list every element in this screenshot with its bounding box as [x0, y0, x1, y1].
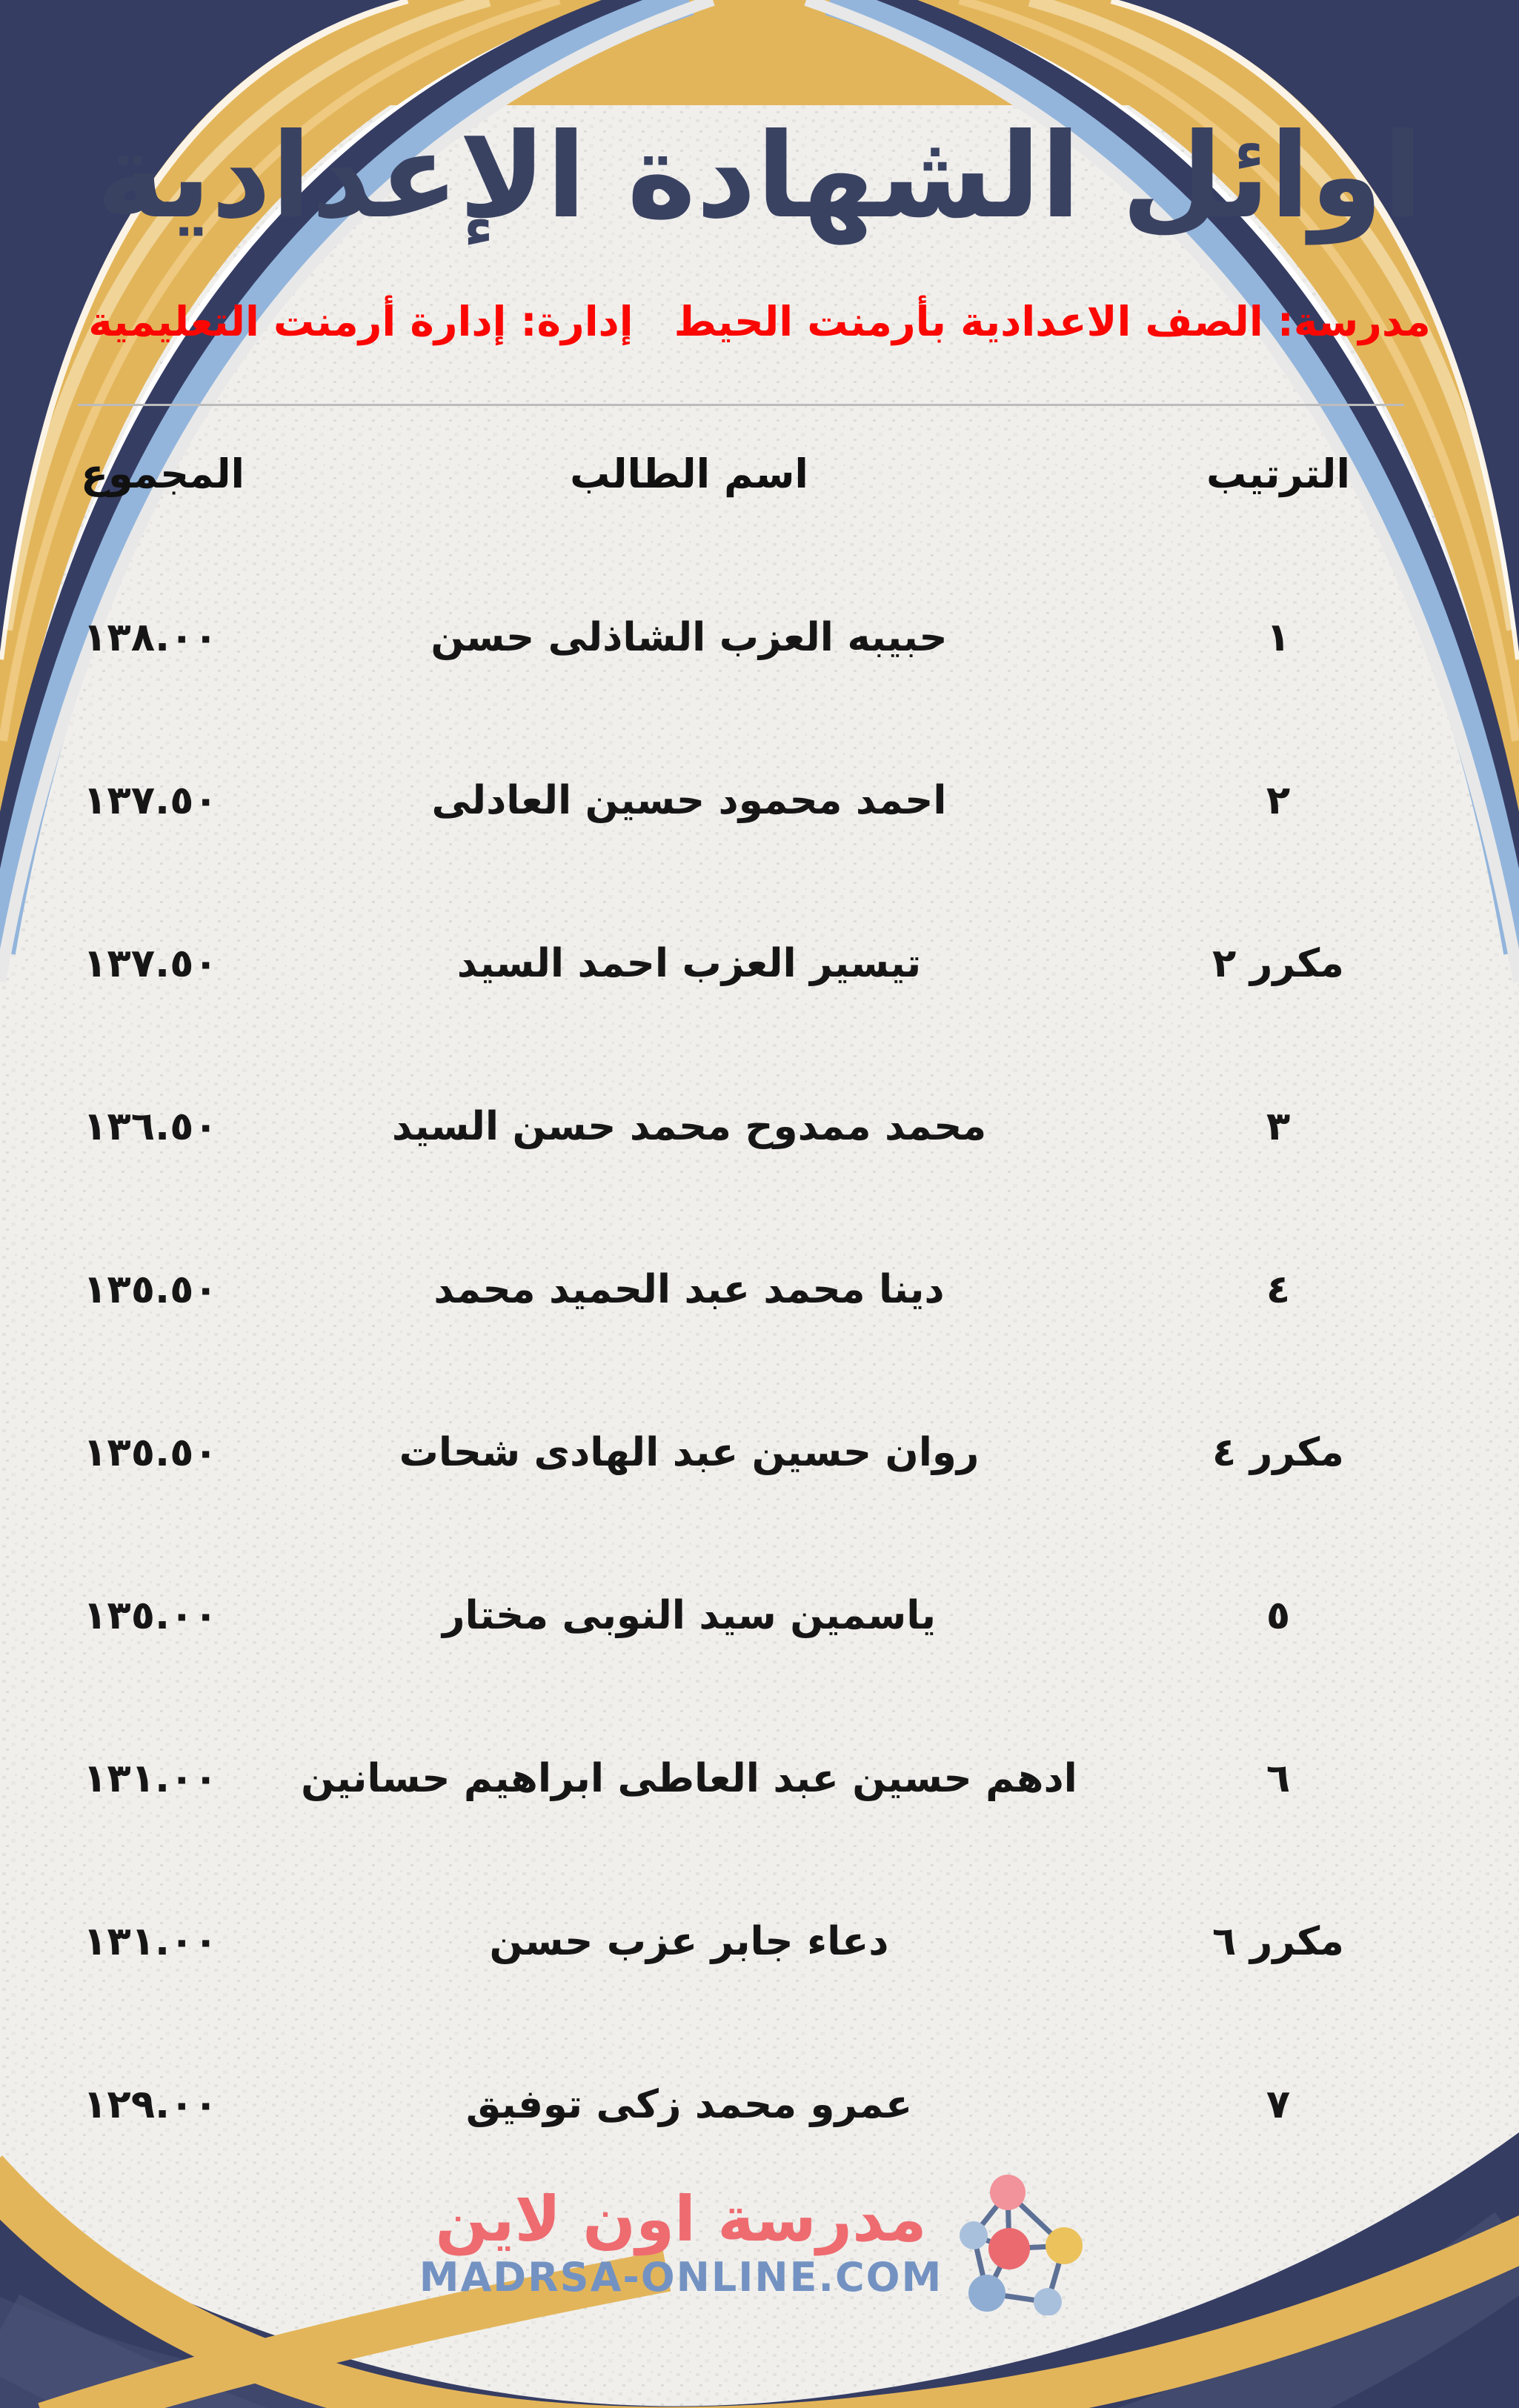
logo-arabic-text: مدرسة اون لاين: [435, 2183, 927, 2255]
rank-cell: ١: [1266, 614, 1291, 660]
name-cell: محمد ممدوح محمد حسن السيد: [391, 1103, 987, 1149]
total-cell: ١٣٥.٥٠: [83, 1266, 218, 1312]
footer-logo: [0, 2167, 1519, 2315]
total-cell: ١٢٩.٠٠: [83, 2081, 218, 2127]
table-row: [0, 1045, 1519, 1208]
table-row: [0, 1534, 1519, 1697]
table-row: [0, 719, 1519, 882]
name-cell: حبيبه العزب الشاذلى حسن: [431, 614, 948, 660]
page-title: اوائل الشهادة الإعدادية: [96, 108, 1423, 245]
name-cell: دعاء جابر عزب حسن: [489, 1918, 889, 1964]
results-table-body: [0, 556, 1519, 2186]
table-row: [0, 556, 1519, 719]
logo-english-text: MADRSA-ONLINE.COM: [419, 2253, 943, 2301]
total-cell: ١٣٦.٥٠: [83, 1103, 218, 1149]
total-cell: ١٣١.٠٠: [83, 1918, 218, 1964]
total-cell: ١٣٥.٠٠: [83, 1592, 218, 1638]
total-cell: ١٣٧.٥٠: [83, 940, 218, 986]
rank-cell: ٤: [1266, 1266, 1291, 1312]
network-molecule-icon: [959, 2167, 1100, 2315]
rank-cell: ٢: [1266, 777, 1291, 823]
name-cell: دينا محمد عبد الحميد محمد: [433, 1266, 945, 1312]
school-line: مدرسة: الصف الاعدادية بأرمنت الحيط: [674, 298, 1431, 345]
node-pink: [990, 2175, 1026, 2210]
rank-cell: ٧: [1266, 2081, 1291, 2127]
subtitle-row: [0, 298, 1519, 345]
table-row: [0, 1208, 1519, 1371]
name-cell: احمد محمود حسين العادلى: [431, 777, 947, 823]
total-cell: ١٣٧.٥٠: [83, 777, 218, 823]
rank-cell: مكرر ٦: [1212, 1918, 1344, 1964]
node-lightblue: [960, 2221, 988, 2249]
name-cell: ادهم حسين عبد العاطى ابراهيم حسانين: [301, 1755, 1077, 1801]
header-name: اسم الطالب: [570, 450, 808, 497]
total-cell: ١٣٨.٠٠: [83, 614, 218, 660]
table-row: [0, 2023, 1519, 2186]
name-cell: ياسمين سيد النوبى مختار: [442, 1592, 937, 1638]
rank-cell: ٥: [1266, 1592, 1291, 1638]
total-cell: ١٣١.٠٠: [83, 1755, 218, 1801]
table-header: [0, 439, 1519, 509]
name-cell: عمرو محمد زكى توفيق: [465, 2081, 913, 2127]
table-row: [0, 1371, 1519, 1534]
name-cell: روان حسين عبد الهادى شحات: [399, 1429, 980, 1475]
node-lightblue-small: [1034, 2288, 1062, 2315]
divider-line: [78, 404, 1404, 406]
rank-cell: مكرر ٢: [1212, 940, 1344, 986]
table-row: [0, 1860, 1519, 2023]
node-yellow: [1046, 2227, 1083, 2264]
header-rank: الترتيب: [1206, 450, 1350, 497]
table-row: [0, 1697, 1519, 1860]
node-blue: [968, 2275, 1006, 2312]
name-cell: تيسير العزب احمد السيد: [456, 940, 922, 986]
total-cell: ١٣٥.٥٠: [83, 1429, 218, 1475]
rank-cell: ٣: [1266, 1103, 1291, 1149]
admin-line: إدارة: إدارة أرمنت التعليمية: [88, 298, 634, 345]
node-red: [988, 2228, 1030, 2269]
rank-cell: ٦: [1266, 1755, 1291, 1801]
rank-cell: مكرر ٤: [1212, 1429, 1344, 1475]
logo-text-block: [419, 2184, 943, 2299]
table-row: [0, 882, 1519, 1045]
header-total: المجموع: [81, 450, 245, 497]
